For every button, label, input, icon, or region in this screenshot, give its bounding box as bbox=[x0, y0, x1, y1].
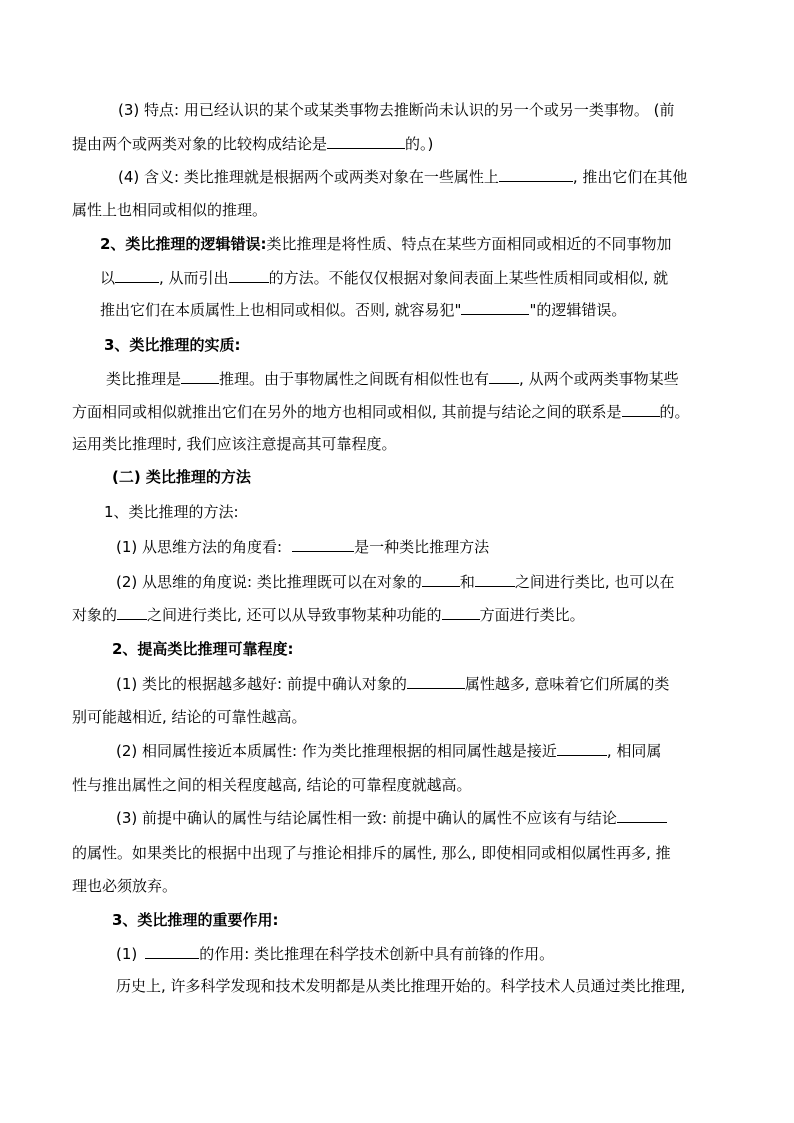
text-line bbox=[116, 674, 669, 694]
text-line bbox=[118, 100, 674, 120]
text: 性与推出属性之间的相关程度越高, 结论的可靠程度就越高。 bbox=[72, 776, 472, 794]
text: , 从而引出 bbox=[159, 269, 229, 287]
text-line bbox=[72, 434, 397, 454]
text-line bbox=[116, 741, 661, 761]
text: 之间进行类比, 也可以在 bbox=[514, 573, 675, 591]
text: , 推出它们在其他 bbox=[572, 168, 688, 186]
text: 类比推理是将性质、特点在某些方面相同或相近的不同事物加 bbox=[266, 235, 672, 253]
blank-line[interactable] bbox=[229, 268, 269, 283]
text: (1) 类比的根据越多越好: 前提中确认对象的 bbox=[116, 675, 407, 693]
text-line bbox=[72, 876, 177, 896]
text: 方面相同或相似就推出它们在另外的地方也相同或相似, 其前提与结论之间的联系是 bbox=[72, 403, 622, 421]
text: "的逻辑错误。 bbox=[529, 301, 627, 319]
text: (2) 从思维的角度说: 类比推理既可以在对象的 bbox=[116, 573, 422, 591]
text: 推出它们在本质属性上也相同或相似。否则, 就容易犯" bbox=[100, 301, 462, 319]
text: 提由两个或两类对象的比较构成结论是 bbox=[72, 135, 328, 153]
section-heading: 3、类比推理的重要作用: bbox=[112, 911, 279, 929]
blank-line[interactable] bbox=[407, 674, 465, 689]
text-line bbox=[116, 944, 554, 964]
blank-line[interactable] bbox=[145, 944, 199, 959]
blank-line[interactable] bbox=[622, 402, 660, 417]
section-heading: 2、类比推理的逻辑错误: bbox=[100, 235, 267, 253]
text: 之间进行类比, 还可以从导致事物某种功能的 bbox=[147, 606, 442, 624]
text: (1) bbox=[116, 945, 138, 963]
blank-line[interactable] bbox=[117, 605, 147, 620]
text: 对象的 bbox=[72, 606, 118, 624]
blank-line[interactable] bbox=[461, 300, 529, 315]
text: (3) 特点: 用已经认识的某个或某类事物去推断尚未认识的另一个或另一类事物。 (前 bbox=[118, 101, 675, 119]
blank-line[interactable] bbox=[181, 369, 219, 384]
text: 历史上, 许多科学发现和技术发明都是从类比推理开始的。科学技术人员通过类比推理, bbox=[116, 977, 686, 995]
text-line bbox=[72, 402, 690, 422]
text-line bbox=[72, 200, 267, 220]
text: (3) 前提中确认的属性与结论属性相一致: 前提中确认的属性不应该有与结论 bbox=[116, 809, 617, 827]
text: 的作用: 类比推理在科学技术创新中具有前锋的作用。 bbox=[199, 945, 555, 963]
text: (1) 从思维方法的角度看: bbox=[116, 538, 283, 556]
text-line bbox=[72, 707, 307, 727]
text: 属性越多, 意味着它们所属的类 bbox=[464, 675, 670, 693]
blank-line[interactable] bbox=[475, 572, 515, 587]
blank-line[interactable] bbox=[115, 268, 159, 283]
blank-line[interactable] bbox=[327, 134, 405, 149]
text-line bbox=[112, 910, 278, 930]
text-line bbox=[106, 369, 679, 389]
text: 是一种类比推理方法 bbox=[354, 538, 490, 556]
text: 方面进行类比。 bbox=[479, 606, 585, 624]
blank-line[interactable] bbox=[617, 808, 667, 823]
text-line bbox=[116, 976, 685, 996]
text: 类比推理是 bbox=[106, 370, 182, 388]
text: , 相同属 bbox=[606, 742, 662, 760]
text-line bbox=[118, 167, 687, 187]
text-line bbox=[116, 572, 674, 592]
text: 以 bbox=[100, 269, 116, 287]
blank-line[interactable] bbox=[292, 537, 354, 552]
text: 的。 bbox=[659, 403, 690, 421]
blank-line[interactable] bbox=[442, 605, 480, 620]
text-line bbox=[104, 335, 240, 355]
text: 理也必须放弃。 bbox=[72, 877, 178, 895]
blank-line[interactable] bbox=[499, 167, 573, 182]
text-line bbox=[72, 134, 433, 154]
text: 的方法。不能仅仅根据对象间表面上某些性质相同或相似, 就 bbox=[268, 269, 669, 287]
text: 运用类比推理时, 我们应该注意提高其可靠程度。 bbox=[72, 435, 397, 453]
text-line bbox=[100, 268, 668, 288]
text-line bbox=[72, 775, 472, 795]
text-line bbox=[112, 639, 293, 659]
text-line bbox=[72, 605, 585, 625]
blank-line[interactable] bbox=[422, 572, 460, 587]
text: 的。) bbox=[405, 135, 434, 153]
text: 1、类比推理的方法: bbox=[104, 503, 239, 521]
text-line bbox=[100, 234, 671, 254]
text-line bbox=[116, 537, 489, 557]
section-heading: (二) 类比推理的方法 bbox=[112, 468, 251, 486]
text: (4) 含义: 类比推理就是根据两个或两类对象在一些属性上 bbox=[118, 168, 499, 186]
text: 的属性。如果类比的根据中出现了与推论相排斥的属性, 那么, 即使相同或相似属性再多, 推 bbox=[72, 844, 671, 862]
blank-line[interactable] bbox=[557, 741, 607, 756]
text: (2) 相同属性接近本质属性: 作为类比推理根据的相同属性越是接近 bbox=[116, 742, 557, 760]
text: 别可能越相近, 结论的可靠性越高。 bbox=[72, 708, 307, 726]
text: 推理。由于事物属性之间既有相似性也有 bbox=[219, 370, 490, 388]
text: 和 bbox=[459, 573, 475, 591]
text-line bbox=[116, 808, 667, 828]
text-line bbox=[112, 467, 251, 487]
text: , 从两个或两类事物某些 bbox=[519, 370, 679, 388]
text: 属性上也相同或相似的推理。 bbox=[72, 201, 268, 219]
section-heading: 2、提高类比推理可靠程度: bbox=[112, 640, 294, 658]
section-heading: 3、类比推理的实质: bbox=[104, 336, 241, 354]
text-line bbox=[104, 502, 239, 522]
text-line bbox=[72, 843, 671, 863]
text-line bbox=[100, 300, 626, 320]
blank-line[interactable] bbox=[489, 369, 519, 384]
